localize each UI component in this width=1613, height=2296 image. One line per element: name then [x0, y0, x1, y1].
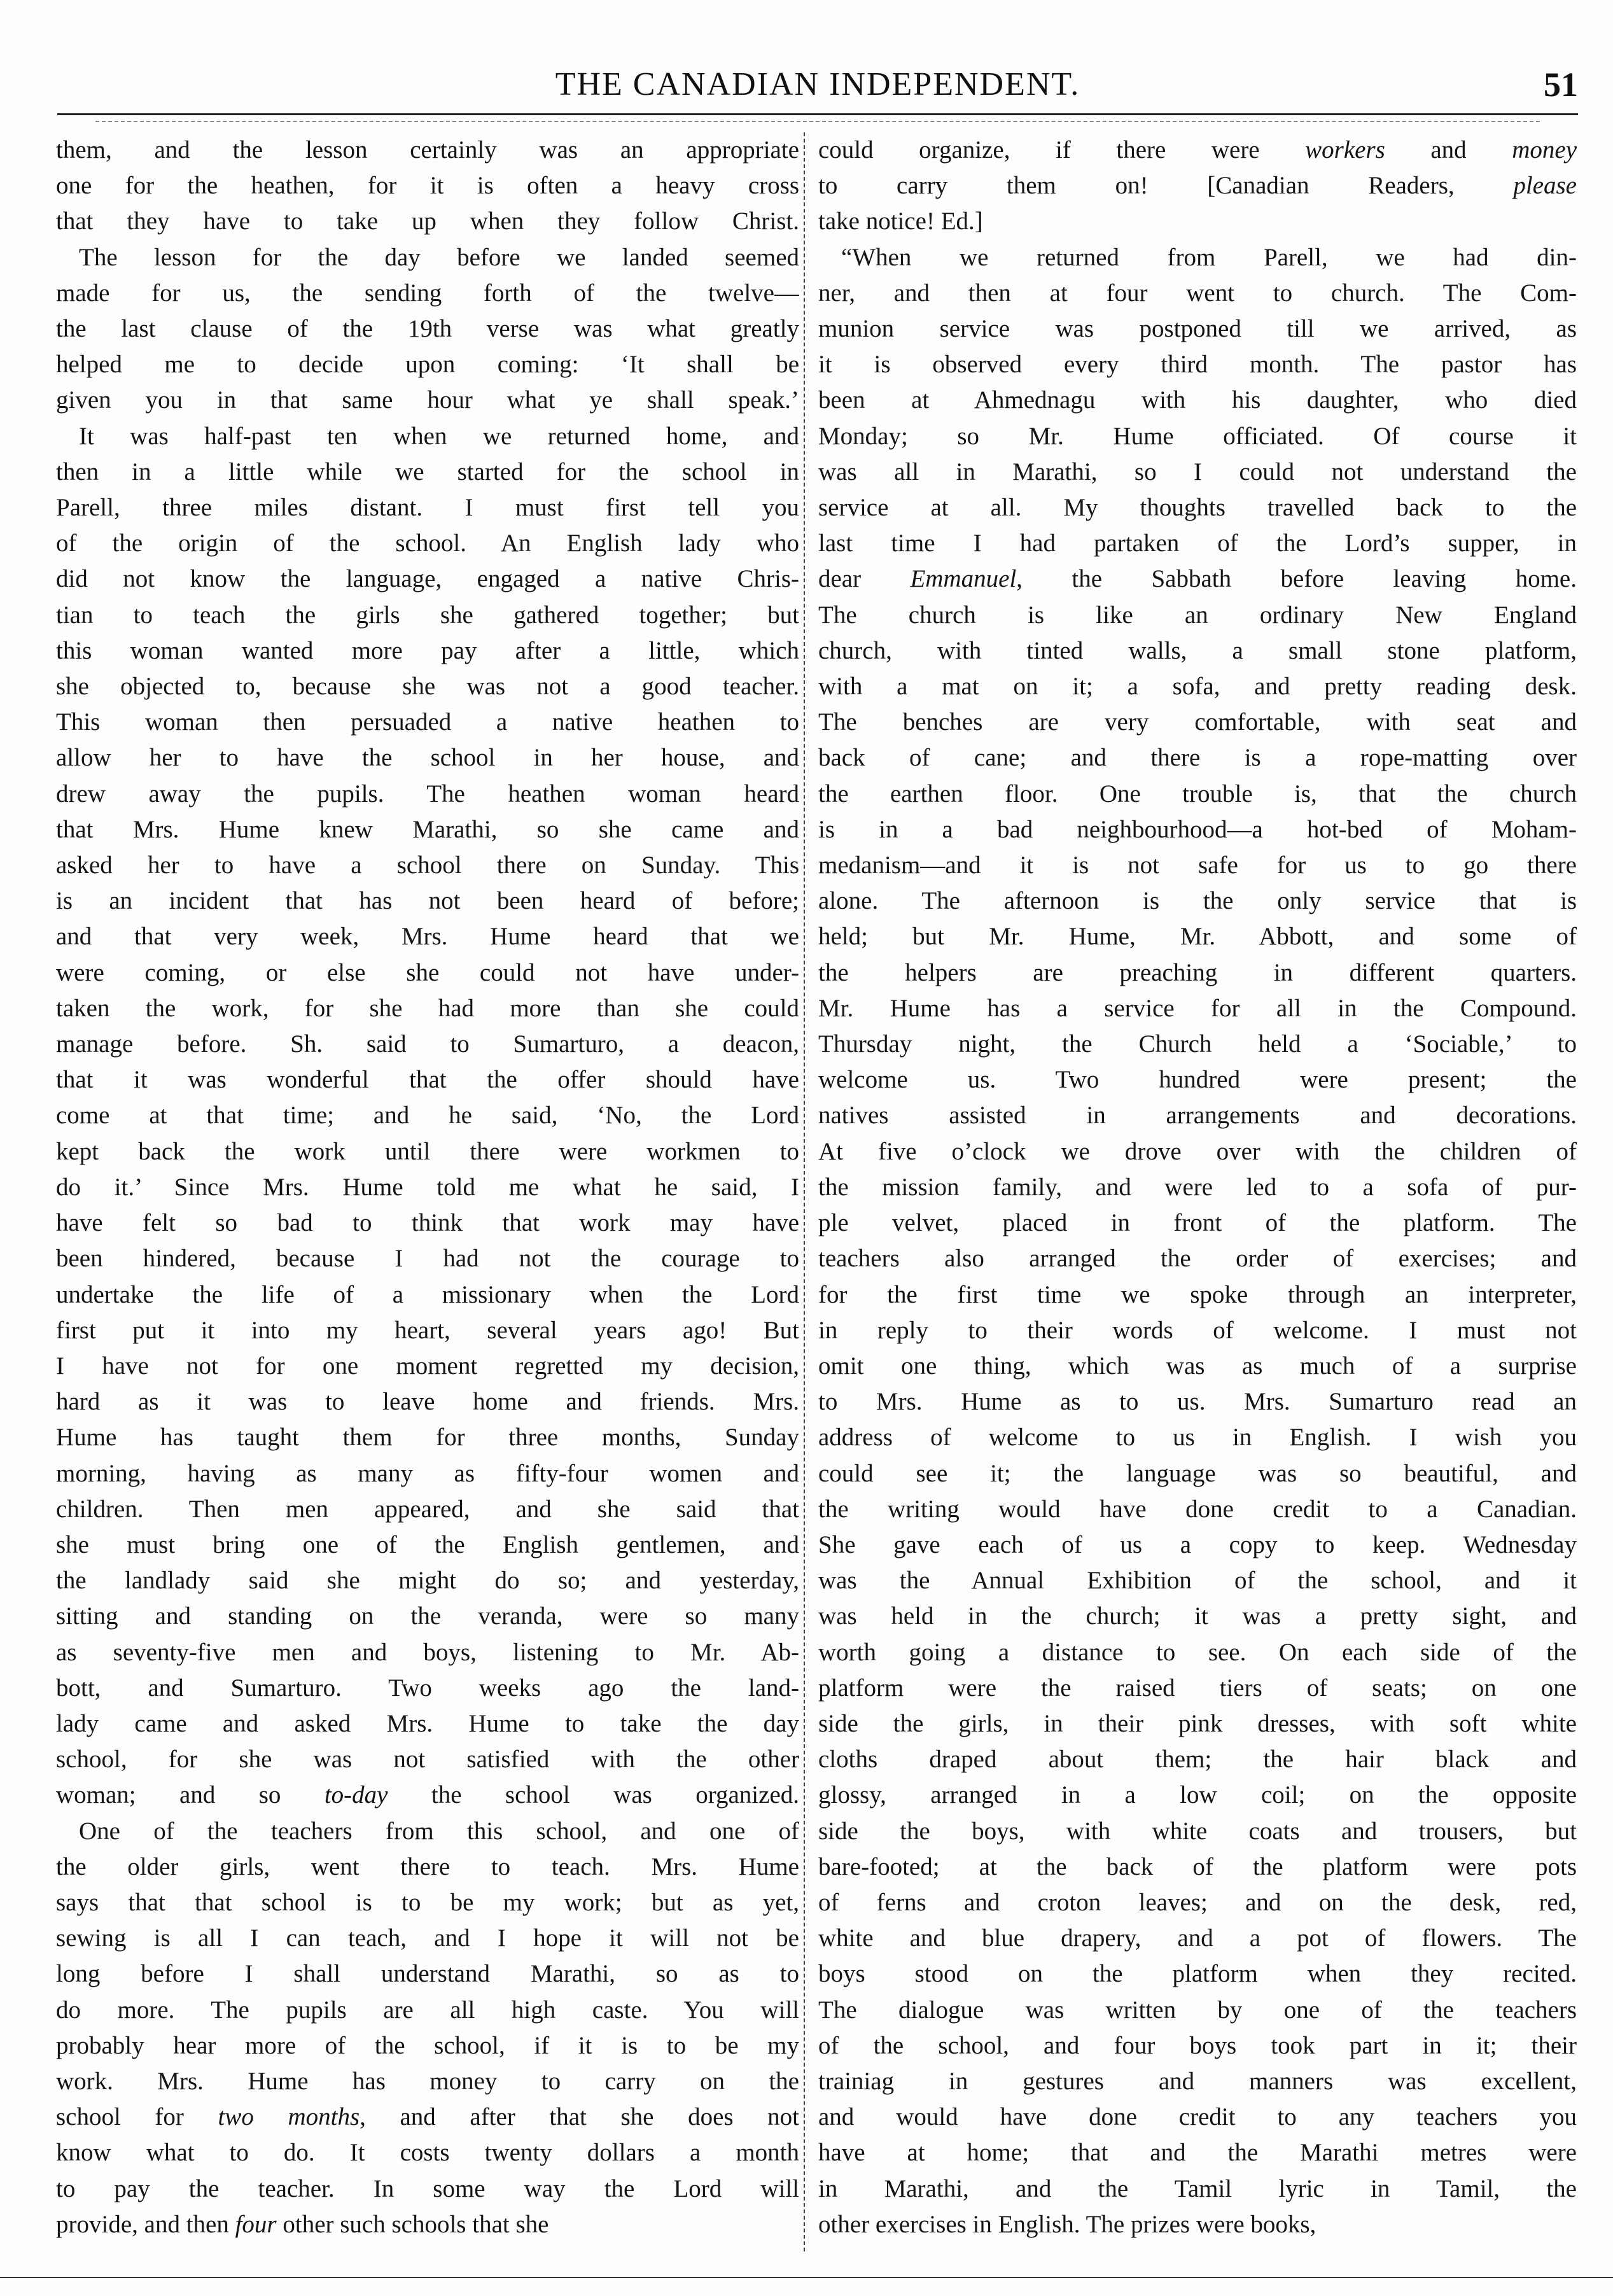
text-line: and would have done credit to any teachers you	[818, 2103, 1577, 2131]
text-line: The lesson for the day before we landed seemed	[79, 243, 799, 271]
text-line: The benches are very comfortable, with seat and	[818, 708, 1577, 736]
text-line: helped me to decide upon coming: ‘It shall be	[56, 351, 799, 379]
text-line: woman; and so to-day the school was organized.	[56, 1781, 799, 1809]
text-line: is in a bad neighbourhood—a hot-bed of Moham-	[818, 815, 1577, 843]
text-line: One of the teachers from this school, and one of	[79, 1817, 799, 1845]
text-line: made for us, the sending forth of the twelve—	[56, 279, 799, 307]
text-line: was all in Marathi, so I could not understand the	[818, 458, 1577, 486]
text-line: platform were the raised tiers of seats; on one	[818, 1674, 1577, 1702]
text-line: of the school, and four boys took part in it; their	[818, 2031, 1577, 2059]
text-line: trainiag in gestures and manners was excellent,	[818, 2067, 1577, 2095]
text-line: could organize, if there were workers and money	[818, 136, 1577, 164]
header-rule-dashed	[95, 121, 1540, 122]
text-line: service at all. My thoughts travelled back to the	[818, 494, 1577, 522]
text-line: white and blue drapery, and a pot of flowers. The	[818, 1924, 1577, 1952]
text-line: that they have to take up when they follow Christ.	[56, 207, 799, 235]
text-line: been hindered, because I had not the courage to	[56, 1245, 799, 1273]
right-column	[818, 132, 1577, 2258]
text-line: have at home; that and the Marathi metres were	[818, 2139, 1577, 2167]
text-line: welcome us. Two hundred were present; the	[818, 1066, 1577, 1094]
text-line: Thursday night, the Church held a ‘Sociable,’ to	[818, 1030, 1577, 1058]
text-line: I have not for one moment regretted my decision,	[56, 1352, 799, 1380]
text-line: long before I shall understand Marathi, so as to	[56, 1960, 799, 1988]
text-line: the older girls, went there to teach. Mrs. Hume	[56, 1852, 799, 1880]
text-line: side the girls, in their pink dresses, with soft white	[818, 1709, 1577, 1737]
text-line: know what to do. It costs twenty dollars a month	[56, 2139, 799, 2167]
text-line: The church is like an ordinary New England	[818, 601, 1577, 629]
text-line: this woman wanted more pay after a little, which	[56, 636, 799, 664]
text-line: is an incident that has not been heard of before;	[56, 887, 799, 915]
text-line: did not know the language, engaged a native Chris-	[56, 565, 799, 593]
text-line: take notice! Ed.]	[818, 207, 983, 235]
text-line: the last clause of the 19th verse was what greatly	[56, 315, 799, 343]
text-line: side the boys, with white coats and trousers, but	[818, 1817, 1577, 1845]
text-line: omit one thing, which was as much of a surprise	[818, 1352, 1577, 1380]
running-title: THE CANADIAN INDEPENDENT.	[555, 66, 1080, 102]
text-line: do it.’ Since Mrs. Hume told me what he said, I	[56, 1173, 799, 1201]
text-line: munion service was postponed till we arrived, as	[818, 315, 1577, 343]
text-line: to carry them on! [Canadian Readers, please	[818, 172, 1577, 200]
text-line: school, for she was not satisfied with the other	[56, 1746, 799, 1774]
text-line: do more. The pupils are all high caste. You will	[56, 1996, 799, 2024]
text-line: to Mrs. Hume as to us. Mrs. Sumarturo read an	[818, 1388, 1577, 1416]
text-line: that it was wonderful that the offer should have	[56, 1066, 799, 1094]
text-line: the helpers are preaching in different quarters.	[818, 958, 1577, 986]
text-line: This woman then persuaded a native heathen to	[56, 708, 799, 736]
text-line: was held in the church; it was a pretty sight, and	[818, 1602, 1577, 1630]
text-line: held; but Mr. Hume, Mr. Abbott, and some of	[818, 923, 1577, 951]
text-line: school for two months, and after that she does not	[56, 2103, 799, 2131]
text-line: the writing would have done credit to a Canadian.	[818, 1495, 1577, 1523]
text-line: bott, and Sumarturo. Two weeks ago the land-	[56, 1674, 799, 1702]
text-line: for the first time we spoke through an interpreter,	[818, 1280, 1577, 1308]
text-line: first put it into my heart, several years ago! But	[56, 1316, 799, 1344]
text-line: asked her to have a school there on Sunday. This	[56, 851, 799, 879]
text-line: were coming, or else she could not have under-	[56, 958, 799, 986]
text-line: was the Annual Exhibition of the school, and it	[818, 1567, 1577, 1595]
page-header	[57, 62, 1578, 113]
text-line: morning, having as many as fifty-four women and	[56, 1459, 799, 1487]
text-line: as seventy-five men and boys, listening to Mr. Ab-	[56, 1638, 799, 1666]
text-line: of ferns and croton leaves; and on the desk, red,	[818, 1888, 1577, 1916]
text-line: allow her to have the school in her house, and	[56, 744, 799, 772]
text-line: says that that school is to be my work; but as yet,	[56, 1888, 799, 1916]
text-line: cloths draped about them; the hair black and	[818, 1746, 1577, 1774]
text-line: of the origin of the school. An English lady who	[56, 529, 799, 557]
text-line: It was half-past ten when we returned home, and	[79, 422, 799, 450]
text-line: other exercises in English. The prizes were books,	[818, 2210, 1316, 2238]
text-line: to pay the teacher. In some way the Lord will	[56, 2174, 799, 2202]
text-line: probably hear more of the school, if it is to be my	[56, 2031, 799, 2059]
text-line: in Marathi, and the Tamil lyric in Tamil, the	[818, 2174, 1577, 2202]
text-line: teachers also arranged the order of exercises; and	[818, 1245, 1577, 1273]
bottom-rule	[0, 2277, 1613, 2278]
page-number: 51	[1544, 66, 1578, 104]
text-line: glossy, arranged in a low coil; on the opposite	[818, 1781, 1577, 1809]
left-column	[56, 132, 799, 2258]
text-line: been at Ahmednagu with his daughter, who died	[818, 386, 1577, 414]
text-line: in reply to their words of welcome. I must not	[818, 1316, 1577, 1344]
text-line: “When we returned from Parell, we had din-	[841, 243, 1577, 271]
text-line: she objected to, because she was not a good teacher.	[56, 673, 799, 701]
header-rule	[57, 113, 1578, 115]
text-line: have felt so bad to think that work may have	[56, 1209, 799, 1237]
text-line: taken the work, for she had more than she could	[56, 994, 799, 1022]
text-line: medanism—and it is not safe for us to go there	[818, 851, 1577, 879]
text-line: them, and the lesson certainly was an appropriate	[56, 136, 799, 164]
text-line: the earthen floor. One trouble is, that the church	[818, 780, 1577, 808]
text-line: dear Emmanuel, the Sabbath before leaving home.	[818, 565, 1577, 593]
text-line: The dialogue was written by one of the teachers	[818, 1996, 1577, 2024]
text-line: sitting and standing on the veranda, were so many	[56, 1602, 799, 1630]
text-line: with a mat on it; a sofa, and pretty reading desk.	[818, 673, 1577, 701]
text-line: she must bring one of the English gentlemen, and	[56, 1530, 799, 1558]
text-line: it is observed every third month. The pastor has	[818, 351, 1577, 379]
text-line: church, with tinted walls, a small stone platform,	[818, 636, 1577, 664]
text-line: address of welcome to us in English. I wish you	[818, 1424, 1577, 1452]
text-line: hard as it was to leave home and friends. Mrs.	[56, 1388, 799, 1416]
text-line: Mr. Hume has a service for all in the Compound.	[818, 994, 1577, 1022]
text-line: one for the heathen, for it is often a heavy cross	[56, 172, 799, 200]
text-line: manage before. Sh. said to Sumarturo, a deacon,	[56, 1030, 799, 1058]
text-line: Monday; so Mr. Hume officiated. Of course it	[818, 422, 1577, 450]
text-line: could see it; the language was so beautiful, and	[818, 1459, 1577, 1487]
text-line: given you in that same hour what ye shall speak.’	[56, 386, 799, 414]
text-line: tian to teach the girls she gathered together; but	[56, 601, 799, 629]
text-line: At five o’clock we drove over with the children of	[818, 1137, 1577, 1165]
text-line: children. Then men appeared, and she said that	[56, 1495, 799, 1523]
text-line: Hume has taught them for three months, Sunday	[56, 1424, 799, 1452]
column-divider	[804, 132, 805, 2251]
text-line: bare-footed; at the back of the platform were pots	[818, 1852, 1577, 1880]
text-line: undertake the life of a missionary when the Lord	[56, 1280, 799, 1308]
text-line: Parell, three miles distant. I must first tell you	[56, 494, 799, 522]
text-line: sewing is all I can teach, and I hope it will not be	[56, 1924, 799, 1952]
text-line: alone. The afternoon is the only service that is	[818, 887, 1577, 915]
text-line: that Mrs. Hume knew Marathi, so she came and	[56, 815, 799, 843]
text-line: and that very week, Mrs. Hume heard that we	[56, 923, 799, 951]
text-line: last time I had partaken of the Lord’s supper, in	[818, 529, 1577, 557]
text-line: kept back the work until there were workmen to	[56, 1137, 799, 1165]
text-line: lady came and asked Mrs. Hume to take the day	[56, 1709, 799, 1737]
text-line: natives assisted in arrangements and decorations.	[818, 1102, 1577, 1130]
text-line: She gave each of us a copy to keep. Wednesday	[818, 1530, 1577, 1558]
text-line: ple velvet, placed in front of the platform. The	[818, 1209, 1577, 1237]
text-line: the mission family, and were led to a sofa of pur-	[818, 1173, 1577, 1201]
text-line: worth going a distance to see. On each side of the	[818, 1638, 1577, 1666]
text-line: back of cane; and there is a rope-matting over	[818, 744, 1577, 772]
text-line: work. Mrs. Hume has money to carry on the	[56, 2067, 799, 2095]
text-line: drew away the pupils. The heathen woman heard	[56, 780, 799, 808]
text-line: then in a little while we started for the school in	[56, 458, 799, 486]
text-line: provide, and then four other such schools that she	[56, 2210, 549, 2238]
text-line: boys stood on the platform when they recited.	[818, 1960, 1577, 1988]
text-line: come at that time; and he said, ‘No, the Lord	[56, 1102, 799, 1130]
text-line: the landlady said she might do so; and yesterday,	[56, 1567, 799, 1595]
text-line: ner, and then at four went to church. The Com-	[818, 279, 1577, 307]
